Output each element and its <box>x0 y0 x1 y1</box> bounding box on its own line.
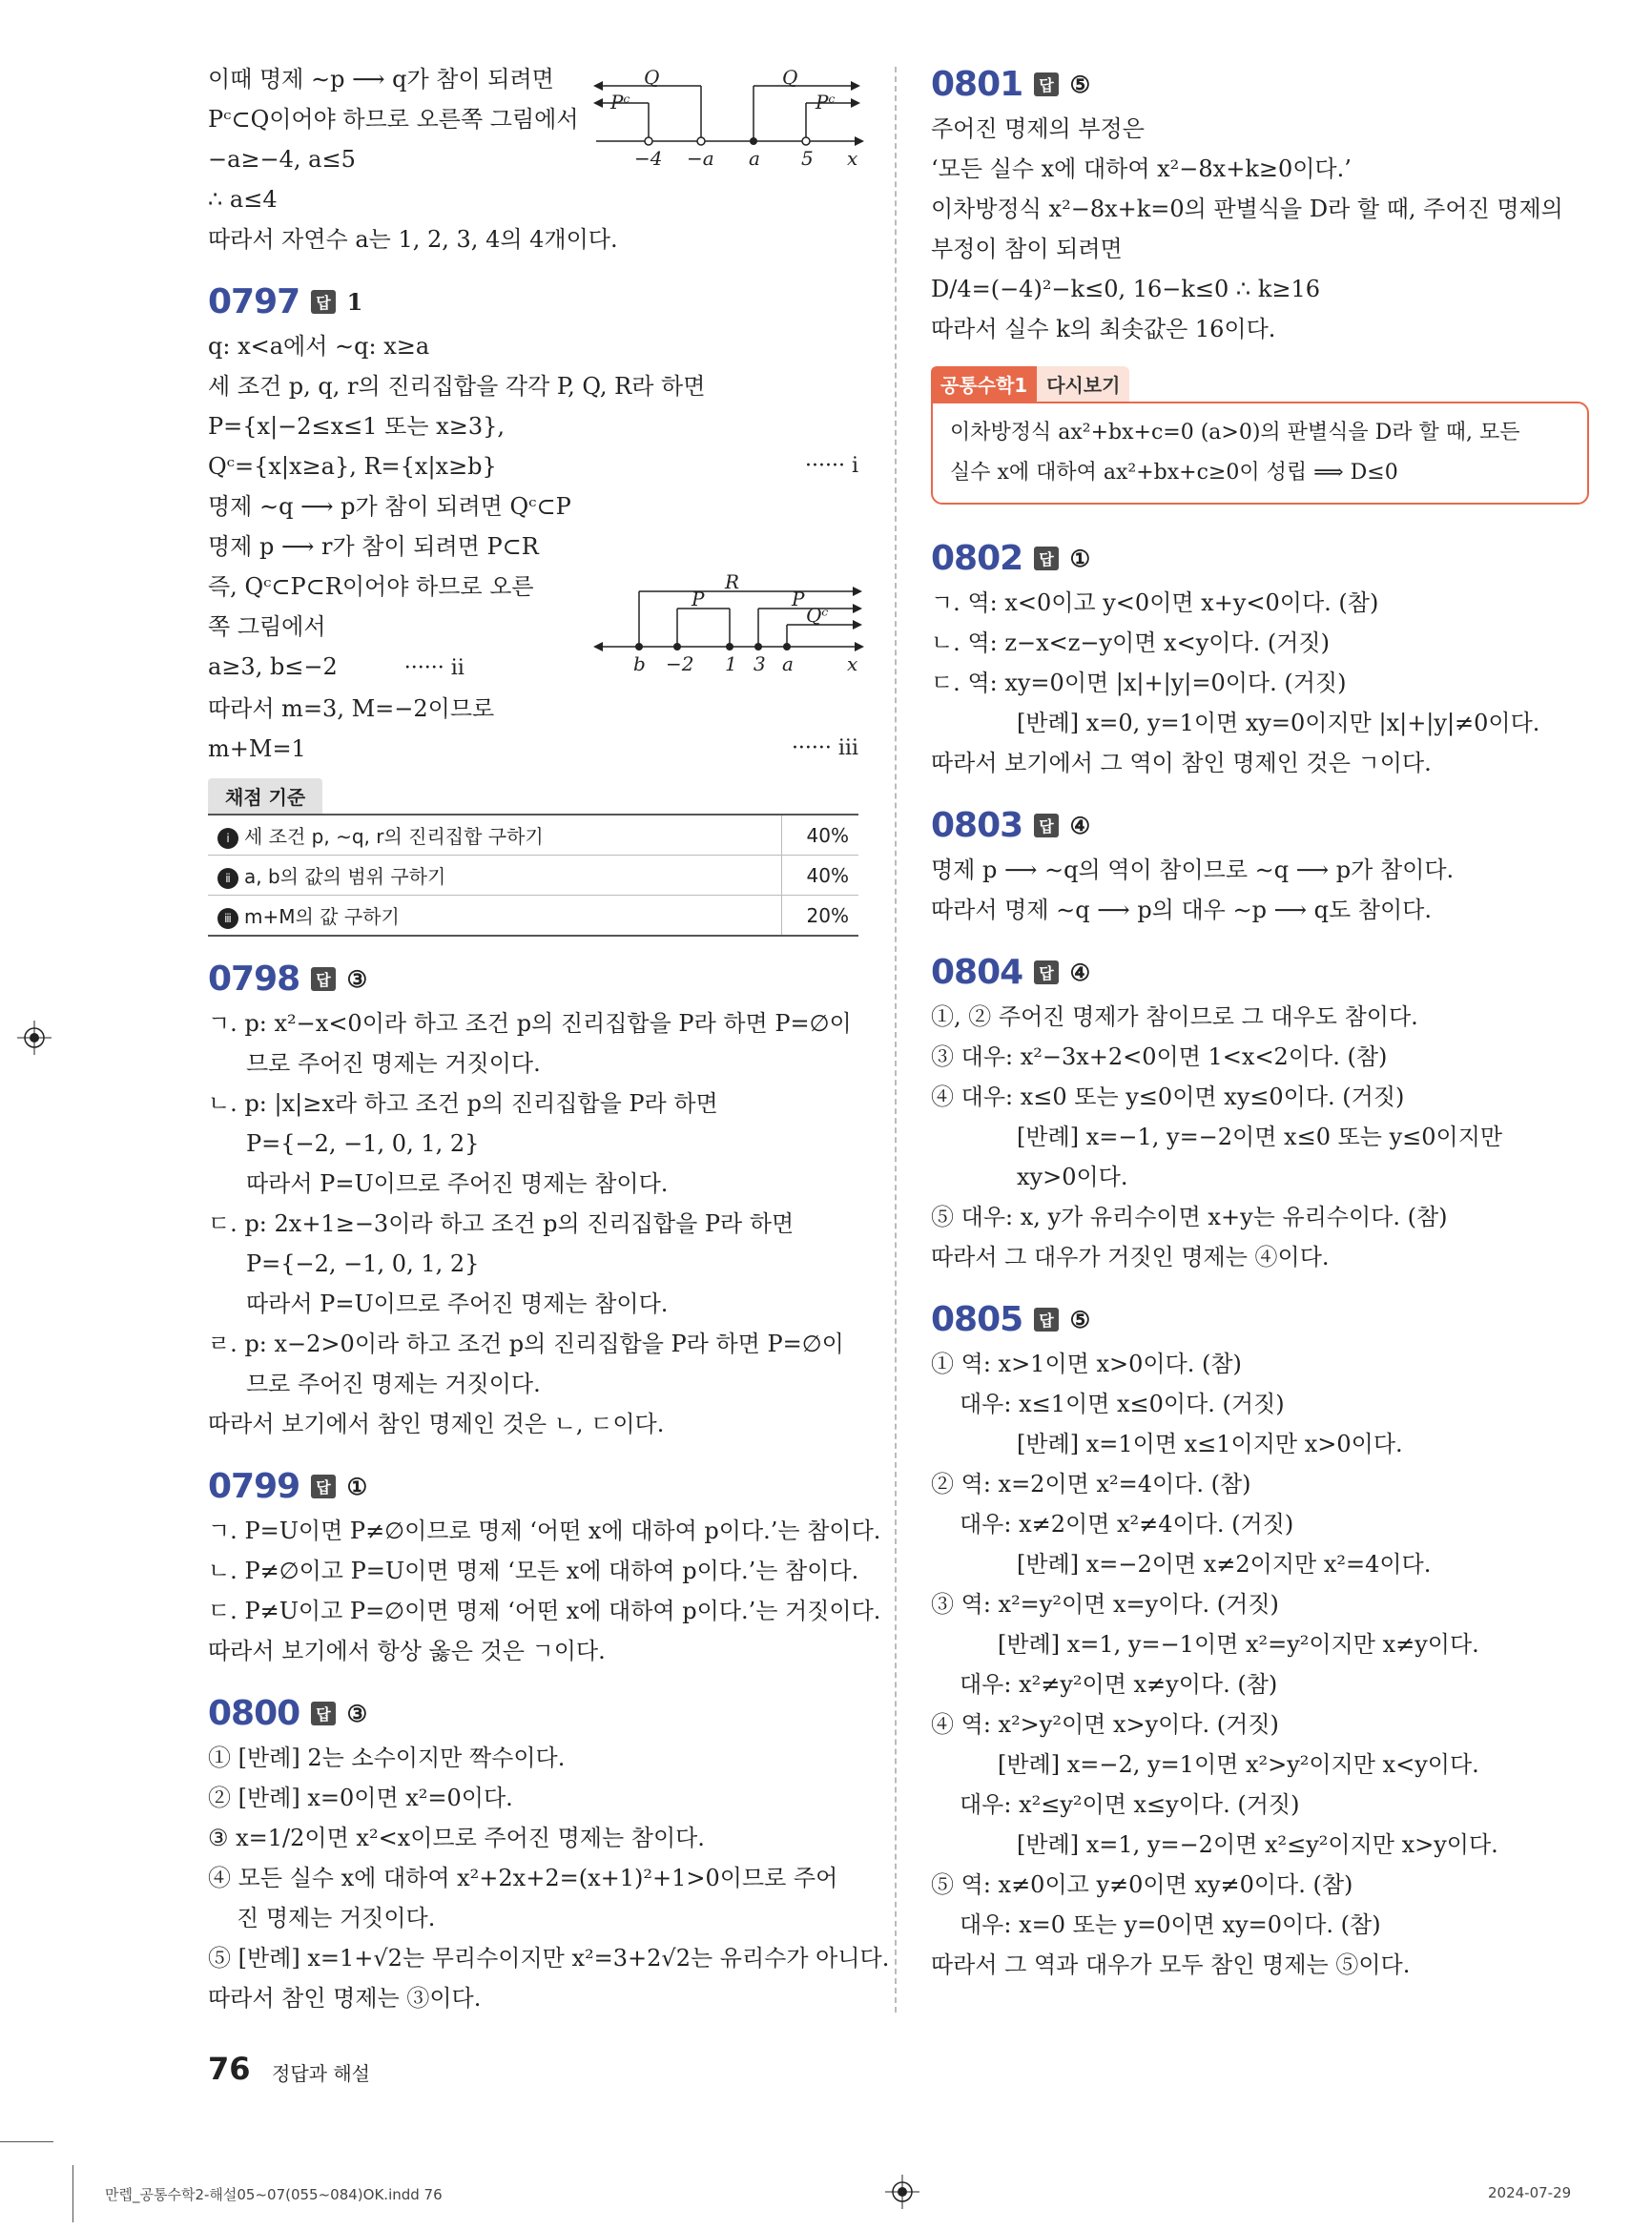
text-line: 대우: x=0 또는 y=0이면 xy=0이다. (참) <box>960 1911 1381 1938</box>
problem-header-0799 <box>208 1461 858 1511</box>
set-label: P <box>692 588 705 610</box>
text-line: 진 명제는 거짓이다. <box>237 1905 436 1931</box>
criteria-text: a, b의 값의 범위 구하기 <box>244 865 446 888</box>
text-line: ③ 대우: x²−3x+2<0이면 1<x<2이다. (참) <box>931 1043 1388 1070</box>
text-line: 명제 p ⟶ r가 참이 되려면 P⊂R <box>208 533 539 560</box>
answer-tag: 답 <box>1034 814 1058 837</box>
answer-value: ④ <box>1069 958 1091 986</box>
step-marker: ······ ⅲ <box>791 736 858 760</box>
answer-tag: 답 <box>1034 960 1058 984</box>
page-number: 76 <box>208 2051 251 2087</box>
text-line: −a≥−4, a≤5 <box>208 146 356 173</box>
percent-cell: 40% <box>782 815 859 856</box>
text-line: 므로 주어진 명제는 거짓이다. <box>246 1050 541 1077</box>
text-line: 따라서 P=U이므로 주어진 명제는 참이다. <box>246 1170 669 1197</box>
tick-label: −4 <box>634 147 663 170</box>
table-cell <box>208 815 782 856</box>
step-number-badge: ⅰ <box>217 828 238 849</box>
step-number-badge: ⅲ <box>217 908 238 929</box>
step-number-badge: ⅱ <box>217 868 238 889</box>
text-line: ㄴ. p: |x|≥x라 하고 조건 p의 진리집합을 P라 하면 <box>208 1090 718 1117</box>
tick-label: x <box>847 147 858 170</box>
set-label: Q <box>782 67 798 89</box>
text-line: ①, ② 주어진 명제가 참이므로 그 대우도 참이다. <box>931 1003 1418 1030</box>
registration-mark-icon <box>885 2175 919 2209</box>
text-line: ㄱ. p: x²−x<0이라 하고 조건 p의 진리집합을 P라 하면 P=∅이 <box>208 1010 852 1037</box>
print-file-name: 만렙_공통수학2-해설05~07(055~084)OK.indd 76 <box>105 2186 443 2203</box>
text-line: ㄷ. P≠U이고 P=∅이면 명제 ‘어떤 x에 대하여 p이다.’는 거짓이다. <box>208 1598 881 1624</box>
left-column <box>208 59 890 2018</box>
review-content <box>931 402 1589 505</box>
problem-number: 0799 <box>208 1466 300 1506</box>
answer-value: ① <box>346 1472 368 1500</box>
review-label-title: 다시보기 <box>1037 366 1129 402</box>
problem-number: 0802 <box>931 538 1023 578</box>
solution-0798 <box>208 1003 858 1444</box>
tick-label: −a <box>687 147 714 170</box>
solution-0800 <box>208 1738 890 2018</box>
set-label: R <box>725 572 740 593</box>
text-line: ⑤ [반례] x=1+√2는 무리수이지만 x²=3+2√2는 유리수가 아니다. <box>208 1945 890 1972</box>
criteria-text: m+M의 값 구하기 <box>244 905 400 928</box>
review-box <box>931 366 1589 505</box>
problem-number: 0803 <box>931 805 1023 845</box>
text-line: 따라서 그 역과 대우가 모두 참인 명제는 ⑤이다. <box>931 1951 1411 1978</box>
tick-label: 3 <box>754 652 766 675</box>
percent-cell: 20% <box>782 896 859 937</box>
text-line: ∴ a≤4 <box>208 186 278 213</box>
problem-number: 0797 <box>208 281 300 321</box>
tick-label: x <box>847 652 858 675</box>
problem-number: 0801 <box>931 64 1023 104</box>
tick-label: 5 <box>801 147 814 170</box>
table-row <box>208 815 858 856</box>
grading-criteria <box>208 778 858 937</box>
text-line: 대우: x≠2이면 x²≠4이다. (거짓) <box>960 1511 1294 1538</box>
percent-cell: 40% <box>782 856 859 896</box>
step-marker: ······ ⅰ <box>805 454 858 478</box>
text-line: ② [반례] x=0이면 x²=0이다. <box>208 1785 513 1811</box>
text-line: [반례] x=−2이면 x≠2이지만 x²=4이다. <box>1017 1551 1432 1578</box>
text-line: 따라서 보기에서 그 역이 참인 명제인 것은 ㄱ이다. <box>931 750 1432 776</box>
text-line: 따라서 자연수 a는 1, 2, 3, 4의 4개이다. <box>208 226 618 253</box>
text-line: 이차방정식 x²−8x+k=0의 판별식을 D라 할 때, 주어진 명제의 <box>931 196 1563 222</box>
table-cell <box>208 896 782 937</box>
print-date: 2024-07-29 <box>1488 2184 1572 2201</box>
tick-label: a <box>749 147 760 170</box>
set-label: Q <box>644 67 660 89</box>
table-row <box>208 896 858 937</box>
step-marker: ······ ⅱ <box>403 656 465 680</box>
problem-header-0800 <box>208 1688 858 1738</box>
text-line: ‘모든 실수 x에 대하여 x²−8x+k≥0이다.’ <box>931 155 1352 182</box>
equation: a≥3, b≤−2 <box>208 653 338 680</box>
text-line: Pᶜ⊂Q이어야 하므로 오른쪽 그림에서 <box>208 106 579 133</box>
problem-header-0802 <box>931 533 1589 583</box>
problem-header-0803 <box>931 800 1589 850</box>
text-line: ③ 역: x²=y²이면 x=y이다. (거짓) <box>931 1591 1279 1618</box>
text-line: [반례] x=1, y=−2이면 x²≤y²이지만 x>y이다. <box>1017 1831 1498 1858</box>
problem-header-0801 <box>931 59 1589 109</box>
problem-header-0805 <box>931 1294 1589 1344</box>
answer-value: ⑤ <box>1069 70 1091 98</box>
criteria-text: 세 조건 p, ∼q, r의 진리집합 구하기 <box>244 825 544 848</box>
right-column <box>931 59 1589 1985</box>
solution-0801 <box>931 109 1589 349</box>
text-line: ① 역: x>1이면 x>0이다. (참) <box>931 1351 1242 1377</box>
text-line: ① [반례] 2는 소수이지만 짝수이다. <box>208 1745 566 1771</box>
text-line: ② 역: x=2이면 x²=4이다. (참) <box>931 1471 1251 1497</box>
text-line: 따라서 그 대우가 거짓인 명제는 ④이다. <box>931 1244 1330 1270</box>
answer-value: ③ <box>346 1699 368 1727</box>
solution-0797 <box>208 326 858 769</box>
solution-0803 <box>931 850 1589 930</box>
text-line: ⑤ 역: x≠0이고 y≠0이면 xy≠0이다. (참) <box>931 1871 1353 1898</box>
text-line: 쪽 그림에서 <box>208 613 326 640</box>
grading-table <box>208 814 858 937</box>
text-line: ㄷ. p: 2x+1≥−3이라 하고 조건 p의 진리집합을 P라 하면 <box>208 1210 795 1237</box>
answer-value: ③ <box>346 964 368 993</box>
text-line: 따라서 보기에서 참인 명제인 것은 ㄴ, ㄷ이다. <box>208 1411 665 1437</box>
text-line: ④ 모든 실수 x에 대하여 x²+2x+2=(x+1)²+1>0이므로 주어 <box>208 1865 838 1891</box>
text-line: 따라서 P=U이므로 주어진 명제는 참이다. <box>246 1291 669 1317</box>
column-divider <box>895 67 897 2013</box>
equation: Qᶜ={x|x≥a}, R={x|x≥b} <box>208 453 497 480</box>
solution-0802 <box>931 583 1589 783</box>
text-line: 명제 p ⟶ ∼q의 역이 참이므로 ∼q ⟶ p가 참이다. <box>931 857 1455 883</box>
text-line: 따라서 보기에서 항상 옳은 것은 ㄱ이다. <box>208 1638 606 1664</box>
problem-number: 0798 <box>208 959 300 999</box>
set-label: Qᶜ <box>806 604 829 627</box>
text-line: 따라서 실수 k의 최솟값은 16이다. <box>931 316 1276 342</box>
problem-header-0798 <box>208 954 858 1003</box>
review-label-course: 공통수학1 <box>931 366 1037 402</box>
text-line: q: x<a에서 ∼q: x≥a <box>208 333 430 360</box>
tick-label: b <box>633 652 646 675</box>
answer-value: ⑤ <box>1069 1305 1091 1333</box>
text-line: ㄴ. P≠∅이고 P=U이면 명제 ‘모든 x에 대하여 p이다.’는 참이다. <box>208 1558 859 1584</box>
text-line: 따라서 참인 명제는 ③이다. <box>208 1985 482 2012</box>
text-line: 이차방정식 ax²+bx+c=0 (a>0)의 판별식을 D라 할 때, 모든 <box>950 421 1520 444</box>
problem-number: 0805 <box>931 1299 1023 1339</box>
text-line: 실수 x에 대하여 ax²+bx+c≥0이 성립 ⟹ D≤0 <box>950 461 1398 485</box>
text-line: ③ x=1/2이면 x²<x이므로 주어진 명제는 참이다. <box>208 1825 705 1851</box>
problem-number: 0804 <box>931 952 1023 992</box>
text-line: P={x|−2≤x≤1 또는 x≥3}, <box>208 413 505 440</box>
crop-line <box>72 2165 73 2222</box>
tick-label: −2 <box>666 652 694 675</box>
text-line: 대우: x²≤y²이면 x≤y이다. (거짓) <box>960 1791 1300 1818</box>
text-line: P={−2, −1, 0, 1, 2} <box>246 1250 480 1277</box>
text-line: 이때 명제 ∼p ⟶ q가 참이 되려면 <box>208 66 554 93</box>
review-labels <box>931 366 1589 402</box>
text-line: 므로 주어진 명제는 거짓이다. <box>246 1371 541 1397</box>
problem-header-0804 <box>931 947 1589 997</box>
text-line: 부정이 참이 되려면 <box>931 236 1123 262</box>
text-line: ㄴ. 역: z−x<z−y이면 x<y이다. (거짓) <box>931 630 1330 656</box>
answer-tag: 답 <box>1034 1308 1058 1332</box>
tick-label: 1 <box>725 652 737 675</box>
text-line: 대우: x≤1이면 x≤0이다. (거짓) <box>960 1391 1285 1417</box>
answer-tag: 답 <box>311 1702 335 1725</box>
answer-tag: 답 <box>311 967 335 991</box>
answer-tag: 답 <box>311 290 335 314</box>
problem-number: 0800 <box>208 1693 300 1733</box>
text-line: [반례] x=1, y=−1이면 x²=y²이지만 x≠y이다. <box>998 1631 1479 1658</box>
text-line: 명제 ∼q ⟶ p가 참이 되려면 Qᶜ⊂P <box>208 493 571 520</box>
solution-0805 <box>931 1344 1589 1985</box>
text-line: 따라서 명제 ∼q ⟶ p의 대우 ∼p ⟶ q도 참이다. <box>931 897 1432 923</box>
text-line: xy>0이다. <box>1017 1164 1128 1190</box>
set-label: Pᶜ <box>816 91 836 114</box>
table-row <box>208 856 858 896</box>
registration-mark-icon <box>17 1021 52 1055</box>
number-line-diagram-2 <box>591 572 868 677</box>
answer-tag: 답 <box>1034 547 1058 570</box>
problem-header-0797 <box>208 277 858 326</box>
text-line: 따라서 m=3, M=−2이므로 <box>208 695 495 722</box>
number-line-diagram-1 <box>591 67 868 172</box>
text-line: [반례] x=1이면 x≤1이지만 x>0이다. <box>1017 1431 1403 1457</box>
text-line <box>208 729 858 769</box>
text-line: 주어진 명제의 부정은 <box>931 115 1145 142</box>
text-line: [반례] x=−2, y=1이면 x²>y²이지만 x<y이다. <box>998 1751 1479 1778</box>
section-title: 정답과 해설 <box>272 2062 370 2085</box>
text-line: ④ 역: x²>y²이면 x>y이다. (거짓) <box>931 1711 1279 1738</box>
text-line: [반례] x=0, y=1이면 xy=0이지만 |x|+|y|≠0이다. <box>1017 710 1540 736</box>
text-line: 대우: x²≠y²이면 x≠y이다. (참) <box>960 1671 1278 1698</box>
text-line: 즉, Qᶜ⊂P⊂R이어야 하므로 오른 <box>208 573 534 600</box>
answer-value: 1 <box>346 287 363 316</box>
set-label: P <box>792 588 805 610</box>
text-line: D/4=(−4)²−k≤0, 16−k≤0 ∴ k≥16 <box>931 276 1321 302</box>
tick-label: a <box>782 652 794 675</box>
text-line <box>208 446 858 486</box>
text-line: [반례] x=−1, y=−2이면 x≤0 또는 y≤0이지만 <box>1017 1124 1503 1150</box>
table-cell <box>208 856 782 896</box>
equation: m+M=1 <box>208 735 306 762</box>
crop-line <box>0 2141 53 2142</box>
text-line: P={−2, −1, 0, 1, 2} <box>246 1130 480 1157</box>
text-line: ㄱ. 역: x<0이고 y<0이면 x+y<0이다. (참) <box>931 589 1379 616</box>
text-line: 세 조건 p, q, r의 진리집합을 각각 P, Q, R라 하면 <box>208 373 706 400</box>
set-label: Pᶜ <box>610 91 630 114</box>
text-line: ㄱ. P=U이면 P≠∅이므로 명제 ‘어떤 x에 대하여 p이다.’는 참이다. <box>208 1518 881 1544</box>
answer-value: ④ <box>1069 811 1091 839</box>
answer-tag: 답 <box>1034 72 1058 96</box>
solution-0804 <box>931 997 1589 1277</box>
text-line: ㄹ. p: x−2>0이라 하고 조건 p의 진리집합을 P라 하면 P=∅이 <box>208 1331 844 1357</box>
text-line: ⑤ 대우: x, y가 유리수이면 x+y는 유리수이다. (참) <box>931 1204 1448 1230</box>
text-line: ㄷ. 역: xy=0이면 |x|+|y|=0이다. (거짓) <box>931 670 1347 696</box>
answer-value: ① <box>1069 544 1091 572</box>
solution-0799 <box>208 1511 881 1671</box>
grading-header: 채점 기준 <box>208 778 322 814</box>
text-line: ④ 대우: x≤0 또는 y≤0이면 xy≤0이다. (거짓) <box>931 1084 1405 1110</box>
answer-tag: 답 <box>311 1475 335 1498</box>
